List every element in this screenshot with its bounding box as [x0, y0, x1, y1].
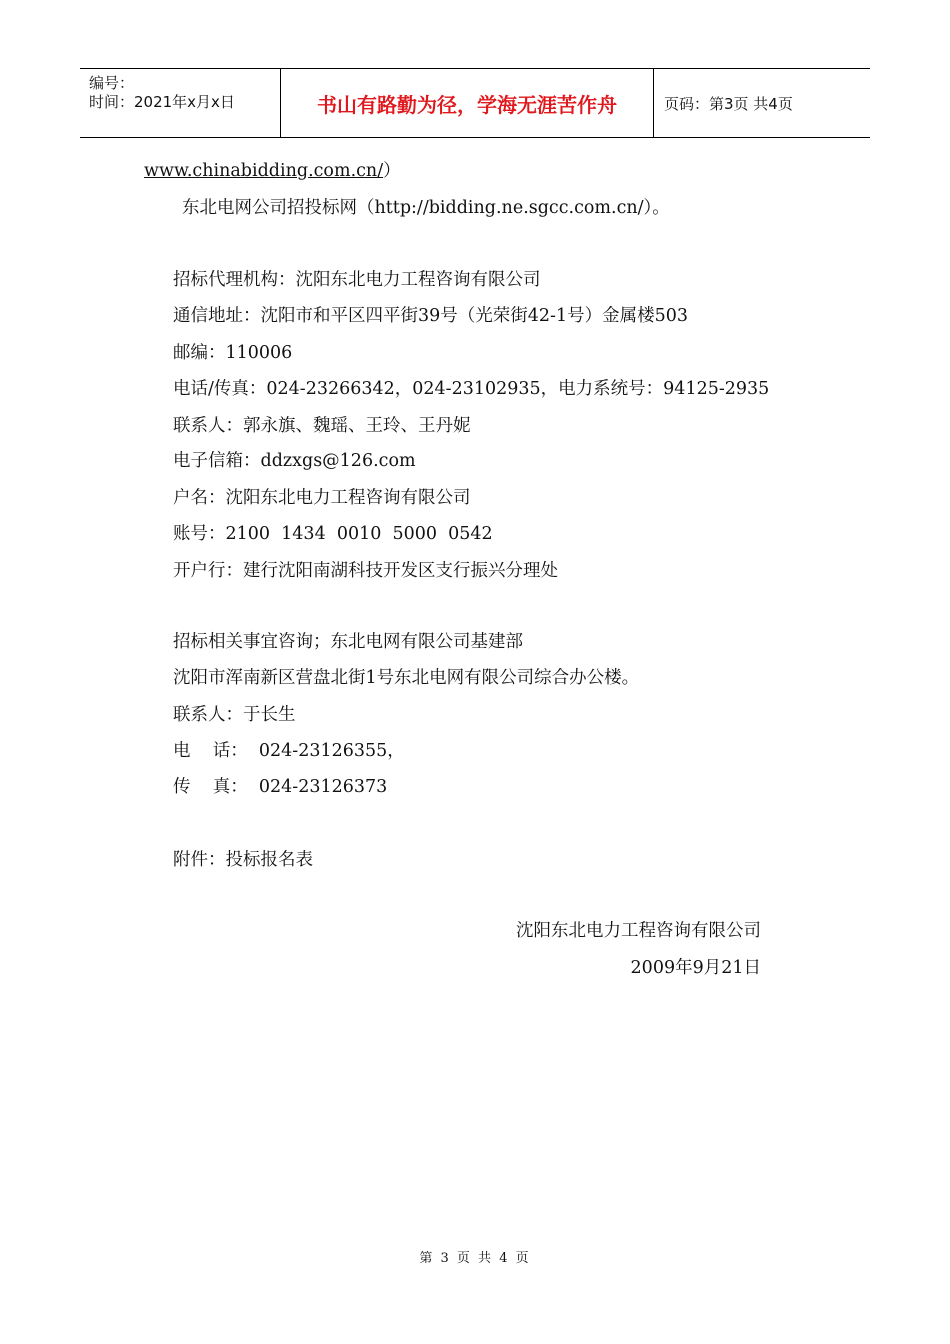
account-name-line: 户名：沈阳东北电力工程咨询有限公司: [173, 488, 471, 508]
page-header: [80, 68, 870, 138]
url-line-1-tail: ）: [383, 161, 401, 181]
document-number-label: 编号：: [89, 74, 135, 92]
header-page-label: 页码：第3页 共4页: [664, 94, 793, 113]
inquiry-line: 招标相关事宜咨询；东北电网有限公司基建部: [173, 632, 523, 652]
agency-line: 招标代理机构：沈阳东北电力工程咨询有限公司: [173, 270, 541, 290]
signature-company: 沈阳东北电力工程咨询有限公司: [516, 921, 761, 941]
chinabidding-link[interactable]: www.chinabidding.com.cn/: [144, 161, 384, 181]
inquiry-fax-line: 传 真： 024-23126373: [173, 777, 388, 797]
document-time-label: 时间：2021年x月x日: [89, 93, 235, 111]
inquiry-address-line: 沈阳市浑南新区营盘北街1号东北电网有限公司综合办公楼。: [173, 668, 640, 688]
address-line: 通信地址：沈阳市和平区四平街39号（光荣街42-1号）金属楼503: [173, 306, 688, 326]
signature-date: 2009年9月21日: [630, 958, 761, 978]
contacts-line: 联系人：郭永旗、魏瑶、王玲、王丹妮: [173, 416, 471, 436]
url-line-1: [144, 160, 401, 182]
account-number-line: 账号：2100 1434 0010 5000 0542: [173, 524, 493, 544]
header-meta: [80, 69, 281, 137]
attachment-line: 附件：投标报名表: [173, 850, 313, 870]
bank-line: 开户行：建行沈阳南湖科技开发区支行振兴分理处: [173, 561, 558, 581]
header-motto: 书山有路勤为径，学海无涯苦作舟: [281, 69, 654, 137]
email-line: 电子信箱：ddzxgs@126.com: [173, 451, 416, 471]
url-line-2: 东北电网公司招投标网（http://bidding.ne.sgcc.com.cn/）。: [182, 198, 670, 218]
inquiry-phone-line: 电 话： 024-23126355，: [173, 741, 405, 761]
inquiry-contact-line: 联系人：于长生: [173, 705, 296, 725]
page-footer: 第 3 页 共 4 页: [419, 1251, 531, 1266]
postcode-line: 邮编：110006: [173, 343, 293, 363]
phone-fax-line: 电话/传真：024-23266342，024-23102935，电力系统号：94125-2935: [173, 379, 770, 399]
